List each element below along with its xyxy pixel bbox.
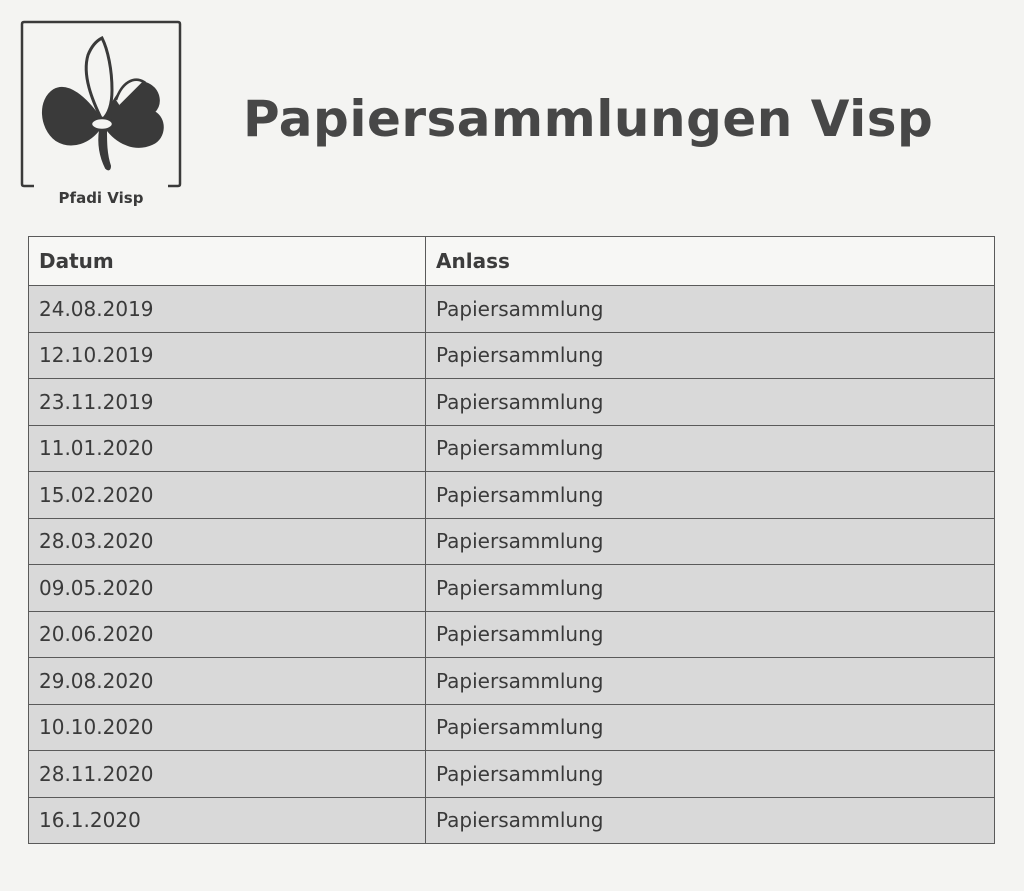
table-row <box>29 797 995 844</box>
cell-date: 11.01.2020 <box>29 425 426 472</box>
cell-event: Papiersammlung <box>426 565 995 612</box>
cell-date: 29.08.2020 <box>29 658 426 705</box>
cell-event: Papiersammlung <box>426 425 995 472</box>
table-row <box>29 332 995 379</box>
cell-date: 24.08.2019 <box>29 286 426 333</box>
table-row <box>29 658 995 705</box>
cell-event: Papiersammlung <box>426 751 995 798</box>
cell-event: Papiersammlung <box>426 518 995 565</box>
column-header-datum: Datum <box>29 237 426 286</box>
cell-date: 12.10.2019 <box>29 332 426 379</box>
cell-date: 23.11.2019 <box>29 379 426 426</box>
cell-event: Papiersammlung <box>426 704 995 751</box>
cell-date: 16.1.2020 <box>29 797 426 844</box>
cell-date: 15.02.2020 <box>29 472 426 519</box>
cell-event: Papiersammlung <box>426 658 995 705</box>
table-row <box>29 518 995 565</box>
page-title: Papiersammlungen Visp <box>243 90 934 148</box>
cell-event: Papiersammlung <box>426 797 995 844</box>
cell-date: 28.03.2020 <box>29 518 426 565</box>
cell-event: Papiersammlung <box>426 611 995 658</box>
table-row <box>29 472 995 519</box>
table-row <box>29 704 995 751</box>
cell-event: Papiersammlung <box>426 472 995 519</box>
cell-date: 28.11.2020 <box>29 751 426 798</box>
cell-date: 20.06.2020 <box>29 611 426 658</box>
cell-date: 09.05.2020 <box>29 565 426 612</box>
pfadi-logo <box>20 20 182 206</box>
logo-label: Pfadi Visp <box>20 188 182 208</box>
schedule-table-container <box>28 236 994 844</box>
table-row <box>29 565 995 612</box>
cell-date: 10.10.2020 <box>29 704 426 751</box>
table-row <box>29 379 995 426</box>
fleur-de-lis-icon <box>20 20 182 206</box>
table-row <box>29 751 995 798</box>
cell-event: Papiersammlung <box>426 379 995 426</box>
table-row <box>29 611 995 658</box>
cell-event: Papiersammlung <box>426 332 995 379</box>
cell-event: Papiersammlung <box>426 286 995 333</box>
schedule-table <box>28 236 995 844</box>
table-header-row <box>29 237 995 286</box>
column-header-anlass: Anlass <box>426 237 995 286</box>
table-row <box>29 425 995 472</box>
table-row <box>29 286 995 333</box>
